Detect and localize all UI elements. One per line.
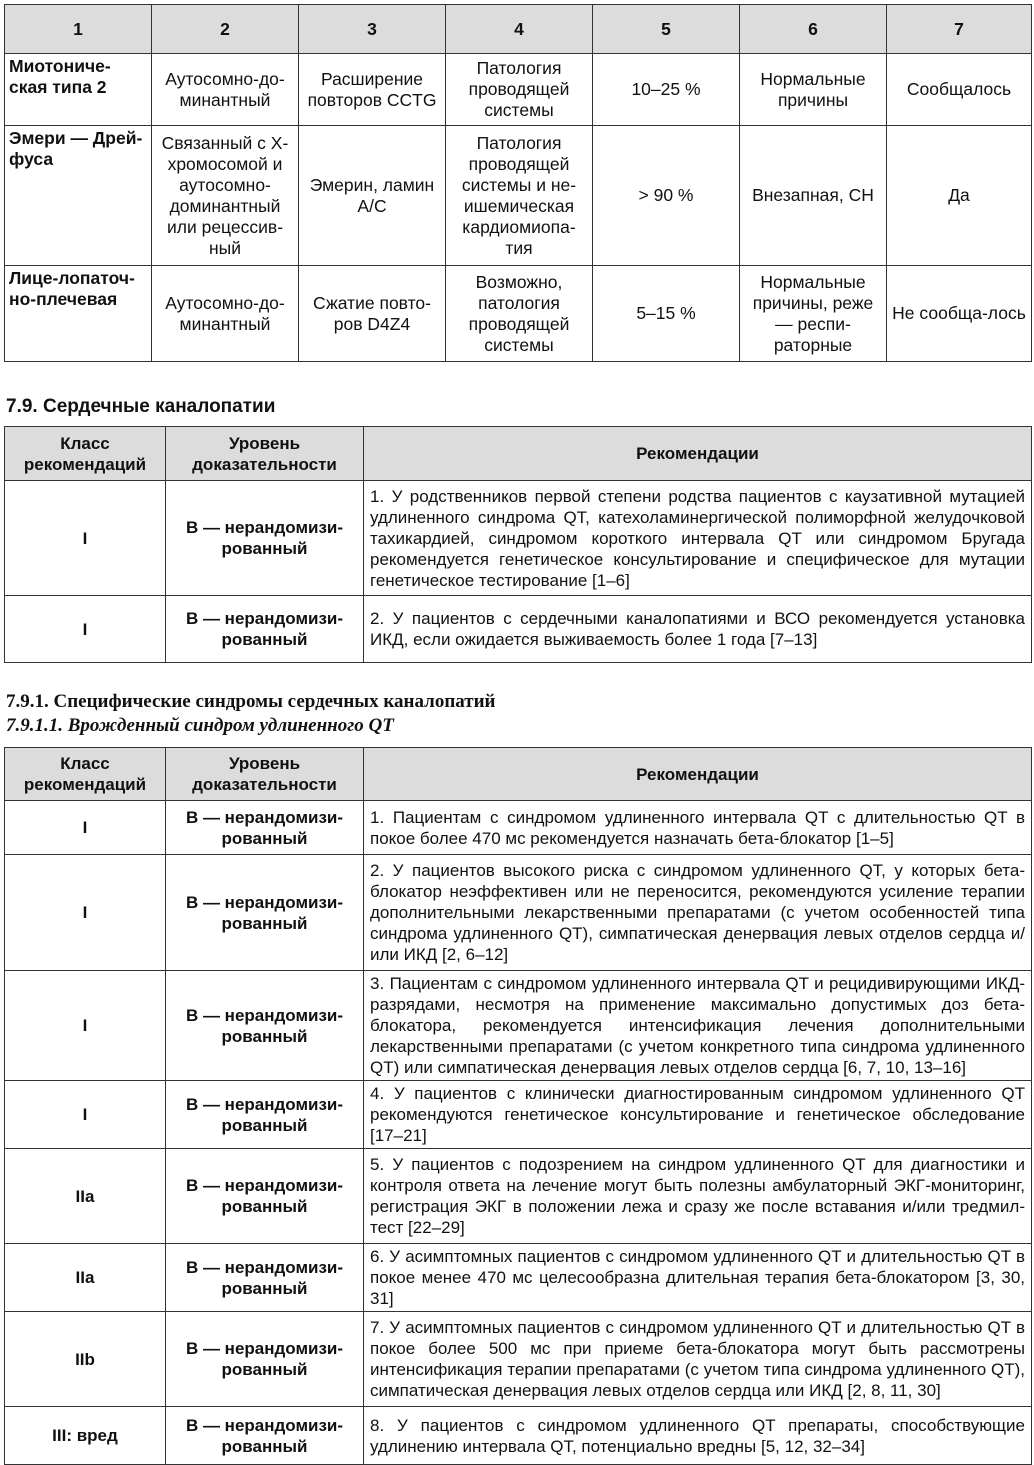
section-heading: 7.9. Сердечные каналопатии [6,396,276,417]
table-row [5,1081,1032,1149]
channelopathies-recommendations-table [4,426,1032,663]
recommendation-cell: 7. У асимптомных пациентов с синдромом удлиненного QT и длительностью QT в покое более 500 мс при приеме бета-блокатора могут быть рассмотрены интенсификация терапии препаратами (с учетом типа синдрома удлиненного QT), симпатическая денервация левых отделов сердца или ИКД [2, 8, 11, 30] [364,1312,1032,1407]
evidence-cell: B — нерандомизи-рованный [166,1312,364,1407]
column-header: 5 [593,5,740,54]
table-row [5,1149,1032,1244]
evidence-cell: B — нерандомизи-рованный [166,801,364,855]
recommendation-cell: 8. У пациентов с синдромом удлиненного QT препараты, способствующие удлинению интервала QT, потенциально вредны [5, 12, 32–34] [364,1407,1032,1465]
scd-cell: Сообщалось [887,54,1032,126]
recommendation-header: Рекомендации [364,748,1032,801]
recommendation-cell: 2. У пациентов с сердечными каналопатиями и ВСО рекомендуется установка ИКД, если ожидается выживаемость более 1 года [7–13] [364,596,1032,663]
death-cause-cell: Нормальные причины [740,54,887,126]
class-cell: I [5,481,166,596]
frequency-cell: > 90 % [593,126,740,266]
subsubsection-heading: 7.9.1.1. Врожденный синдром удлиненного QT [6,715,394,736]
column-header: 4 [446,5,593,54]
class-header: Класс рекомендаций [5,427,166,481]
class-cell: I [5,855,166,971]
death-cause-cell: Нормальные причины, реже — респи-раторные [740,266,887,362]
recommendation-cell: 1. Пациентам с синдромом удлиненного интервала QT с длительностью QT в покое более 470 мс рекомендуется назначать бета-блокатор [1–5] [364,801,1032,855]
recommendation-cell: 3. Пациентам с синдромом удлиненного интервала QT и рецидивирующими ИКД-разрядами, несмотря на применение максимально допустимых доз бета-блокатора, рекомендуется интенсификация лечения дополнительными лекарственными препаратами (с учетом конкретного типа синдрома удлиненного QT) или симпатическая денервация левых отделов сердца [6, 7, 10, 13–16] [364,971,1032,1081]
table-row [5,1244,1032,1312]
disease-cell: Эмери — Дрей-фуса [5,126,152,266]
table-header-row [5,748,1032,801]
table-row [5,855,1032,971]
column-header: 6 [740,5,887,54]
evidence-cell: B — нерандомизи-рованный [166,855,364,971]
column-header: 2 [152,5,299,54]
column-header: 3 [299,5,446,54]
recommendation-cell: 2. У пациентов высокого риска с синдромом удлиненного QT, у которых бета-блокатор неэффективен или не переносится, рекомендуются усиление терапии дополнительными лекарственными препаратами (с учетом особенностей типа синдрома удлиненного QT), симпатическая денервация левых отделов сердца и/или ИКД [2, 6–12] [364,855,1032,971]
recommendation-cell: 4. У пациентов с клинически диагностированным синдромом удлиненного QT рекомендуются генетическое консультирование и генетическое обследование [17–21] [364,1081,1032,1149]
genetics-cell: Сжатие повто-ров D4Z4 [299,266,446,362]
cardiac-cell: Патология проводящей системы [446,54,593,126]
inheritance-cell: Связанный с Х-хромосомой и аутосомно-доминантный или рецессив-ный [152,126,299,266]
class-cell: III: вред [5,1407,166,1465]
disease-cell: Лице-лопаточ-но-плечевая [5,266,152,362]
table-row [5,596,1032,663]
genetics-cell: Эмерин, ламин А/С [299,126,446,266]
class-cell: I [5,971,166,1081]
table-row [5,54,1032,126]
class-cell: IIa [5,1244,166,1312]
recommendation-header: Рекомендации [364,427,1032,481]
class-cell: I [5,1081,166,1149]
table-row [5,126,1032,266]
death-cause-cell: Внезапная, СН [740,126,887,266]
column-header: 7 [887,5,1032,54]
inheritance-cell: Аутосомно-до-минантный [152,54,299,126]
recommendation-cell: 6. У асимптомных пациентов с синдромом удлиненного QT и длительностью QT в покое менее 470 мс целесообразна длительная терапия бета-блокатором [3, 30, 31] [364,1244,1032,1312]
cardiac-cell: Возможно, патология проводящей системы [446,266,593,362]
table-row [5,266,1032,362]
class-cell: I [5,596,166,663]
class-cell: IIa [5,1149,166,1244]
class-header: Класс рекомендаций [5,748,166,801]
scd-cell: Не сообща-лось [887,266,1032,362]
scd-cell: Да [887,126,1032,266]
table-header-row [5,5,1032,54]
column-header: 1 [5,5,152,54]
class-cell: I [5,801,166,855]
evidence-cell: B — нерандомизи-рованный [166,1407,364,1465]
table-row [5,971,1032,1081]
table-row [5,481,1032,596]
evidence-cell: B — нерандомизи-рованный [166,1149,364,1244]
evidence-cell: B — нерандомизи-рованный [166,971,364,1081]
evidence-cell: B — нерандомизи-рованный [166,1081,364,1149]
inheritance-cell: Аутосомно-до-минантный [152,266,299,362]
table-header-row [5,427,1032,481]
recommendation-cell: 5. У пациентов с подозрением на синдром удлиненного QT для диагностики и контроля ответа на лечение могут быть полезны амбулаторный ЭКГ-мониторинг, регистрация ЭКГ в положении лежа и сразу же после вставания и/или тредмил-тест [22–29] [364,1149,1032,1244]
frequency-cell: 10–25 % [593,54,740,126]
cardiac-cell: Патология проводящей системы и не-ишемическая кардиомиопа-тия [446,126,593,266]
table-row [5,1312,1032,1407]
evidence-cell: B — нерандомизи-рованный [166,596,364,663]
frequency-cell: 5–15 % [593,266,740,362]
recommendation-cell: 1. У родственников первой степени родства пациентов с каузативной мутацией удлиненного синдрома QT, катехоламинергической полиморфной желудочковой тахикардией, синдромом короткого интервала QT или синдромом Бругада рекомендуется генетическое консультирование и специфическое для мутации генетическое тестирование [1–6] [364,481,1032,596]
disease-cell: Миотониче-ская типа 2 [5,54,152,126]
long-qt-recommendations-table [4,747,1032,1465]
class-cell: IIb [5,1312,166,1407]
table-row [5,801,1032,855]
neuromuscular-table [4,4,1032,362]
evidence-header: Уровень доказательности [166,427,364,481]
evidence-cell: B — нерандомизи-рованный [166,481,364,596]
evidence-cell: B — нерандомизи-рованный [166,1244,364,1312]
genetics-cell: Расширение повторов CCTG [299,54,446,126]
subsection-heading: 7.9.1. Специфические синдромы сердечных каналопатий [6,691,496,712]
table-row [5,1407,1032,1465]
evidence-header: Уровень доказательности [166,748,364,801]
